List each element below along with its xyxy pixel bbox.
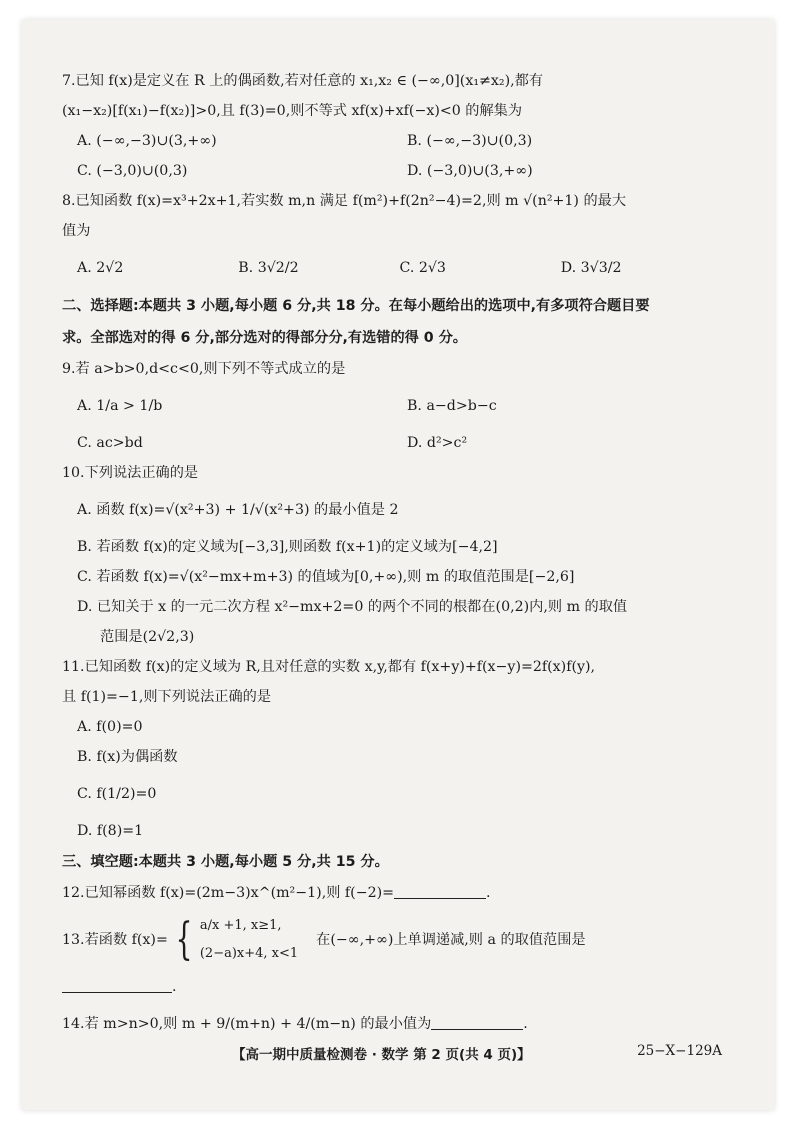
question-10-option-b: B. 若函数 f(x)的定义域为[−3,3],则函数 f(x+1)的定义域为[−4,2] <box>77 539 498 555</box>
question-12-answer-blank[interactable] <box>394 880 486 899</box>
footer-title: 【高一期中质量检测卷 · 数学 第 2 页(共 4 页)】 <box>232 1047 531 1063</box>
question-9 <box>62 354 722 458</box>
question-14-answer-blank[interactable] <box>431 1011 523 1030</box>
page-footer <box>62 1043 722 1063</box>
question-11-option-a: A. f(0)=0 <box>77 719 143 735</box>
question-8 <box>62 186 722 290</box>
question-10-stem: 10.下列说法正确的是 <box>62 465 199 481</box>
section-2-heading <box>62 290 722 354</box>
question-13-period: . <box>172 979 177 995</box>
question-13-piecewise-function <box>168 912 298 968</box>
question-7 <box>62 66 722 186</box>
question-9-option-a: A. 1/a > 1/b <box>77 398 163 414</box>
question-13-answer-line <box>62 972 722 1002</box>
question-11-stem-line-2: 且 f(1)=−1,则下列说法正确的是 <box>62 689 272 705</box>
question-12-stem: 12.已知幂函数 f(x)=(2m−3)x^(m²−1),则 f(−2)= <box>62 885 395 901</box>
question-10-option-c: C. 若函数 f(x)=√(x²−mx+m+3) 的值域为[0,+∞),则 m 的取值范围是[−2,6] <box>77 569 575 585</box>
question-11-option-b: B. f(x)为偶函数 <box>77 749 178 765</box>
question-7-stem-line-1: 7.已知 f(x)是定义在 R 上的偶函数,若对任意的 x₁,x₂ ∈ (−∞,0](x₁≠x₂),都有 <box>62 73 544 89</box>
question-11 <box>62 652 722 846</box>
question-14-stem: 14.若 m>n>0,则 m + 9/(m+n) + 4/(m−n) 的最小值为 <box>62 1016 432 1032</box>
question-9-option-d: D. d²>c² <box>407 435 468 451</box>
question-13-stem-end: 在(−∞,+∞)上单调递减,则 a 的取值范围是 <box>316 932 586 948</box>
question-12 <box>62 878 722 908</box>
section-3-heading: 三、填空题:本题共 3 小题,每小题 5 分,共 15 分。 <box>62 854 389 870</box>
question-7-option-a: A. (−∞,−3)∪(3,+∞) <box>77 133 217 149</box>
question-10-option-d-line-1: D. 已知关于 x 的一元二次方程 x²−mx+2=0 的两个不同的根都在(0,2)内,则 m 的取值 <box>77 599 628 615</box>
question-8-stem-line-1: 8.已知函数 f(x)=x³+2x+1,若实数 m,n 满足 f(m²)+f(2n²−4)=2,则 m √(n²+1) 的最大 <box>62 193 627 209</box>
question-8-option-a: A. 2√2 <box>77 260 124 276</box>
question-10-option-d-line-2: 范围是(2√2,3) <box>100 629 195 645</box>
question-13-stem-start: 13.若函数 f(x)= <box>62 932 168 948</box>
question-8-stem-line-2: 值为 <box>62 223 91 239</box>
question-12-period: . <box>486 885 491 901</box>
question-9-stem: 9.若 a>b>0,d<c<0,则下列不等式成立的是 <box>62 361 346 377</box>
question-7-option-d: D. (−3,0)∪(3,+∞) <box>407 163 533 179</box>
question-9-option-c: C. ac>bd <box>77 435 143 451</box>
footer-paper-code: 25−X−129A <box>637 1043 722 1059</box>
question-10-option-a: A. 函数 f(x)=√(x²+3) + 1/√(x²+3) 的最小值是 2 <box>77 502 399 518</box>
question-14 <box>62 1002 722 1046</box>
piecewise-brace-icon: { <box>175 914 193 965</box>
question-7-stem-line-2: (x₁−x₂)[f(x₁)−f(x₂)]>0,且 f(3)=0,则不等式 xf(x)+xf(−x)<0 的解集为 <box>62 103 523 119</box>
question-13-case-2: (2−a)x+4, x<1 <box>199 946 299 961</box>
section-2-heading-line-1: 二、选择题:本题共 3 小题,每小题 6 分,共 18 分。在每小题给出的选项中,有多项符合题目要 <box>62 298 650 314</box>
question-11-stem-line-1: 11.已知函数 f(x)的定义域为 R,且对任意的实数 x,y,都有 f(x+y)+f(x−y)=2f(x)f(y), <box>62 659 596 675</box>
section-2-heading-line-2: 求。全部选对的得 6 分,部分选对的得部分分,有选错的得 0 分。 <box>62 330 467 346</box>
question-11-option-d: D. f(8)=1 <box>77 823 144 839</box>
exam-page-content <box>62 66 722 1046</box>
question-8-option-c: C. 2√3 <box>399 260 446 276</box>
question-9-option-b: B. a−d>b−c <box>407 398 497 414</box>
question-7-option-c: C. (−3,0)∪(0,3) <box>77 163 188 179</box>
question-14-period: . <box>523 1016 528 1032</box>
question-10 <box>62 458 722 652</box>
question-7-option-b: B. (−∞,−3)∪(0,3) <box>407 133 533 149</box>
question-8-option-d: D. 3√3/2 <box>560 260 622 276</box>
question-13-answer-blank[interactable] <box>62 974 172 993</box>
question-13 <box>62 908 722 972</box>
question-8-option-b: B. 3√2/2 <box>238 260 299 276</box>
question-11-option-c: C. f(1/2)=0 <box>77 786 157 802</box>
question-13-case-1: a/x +1, x≥1, <box>199 918 282 933</box>
